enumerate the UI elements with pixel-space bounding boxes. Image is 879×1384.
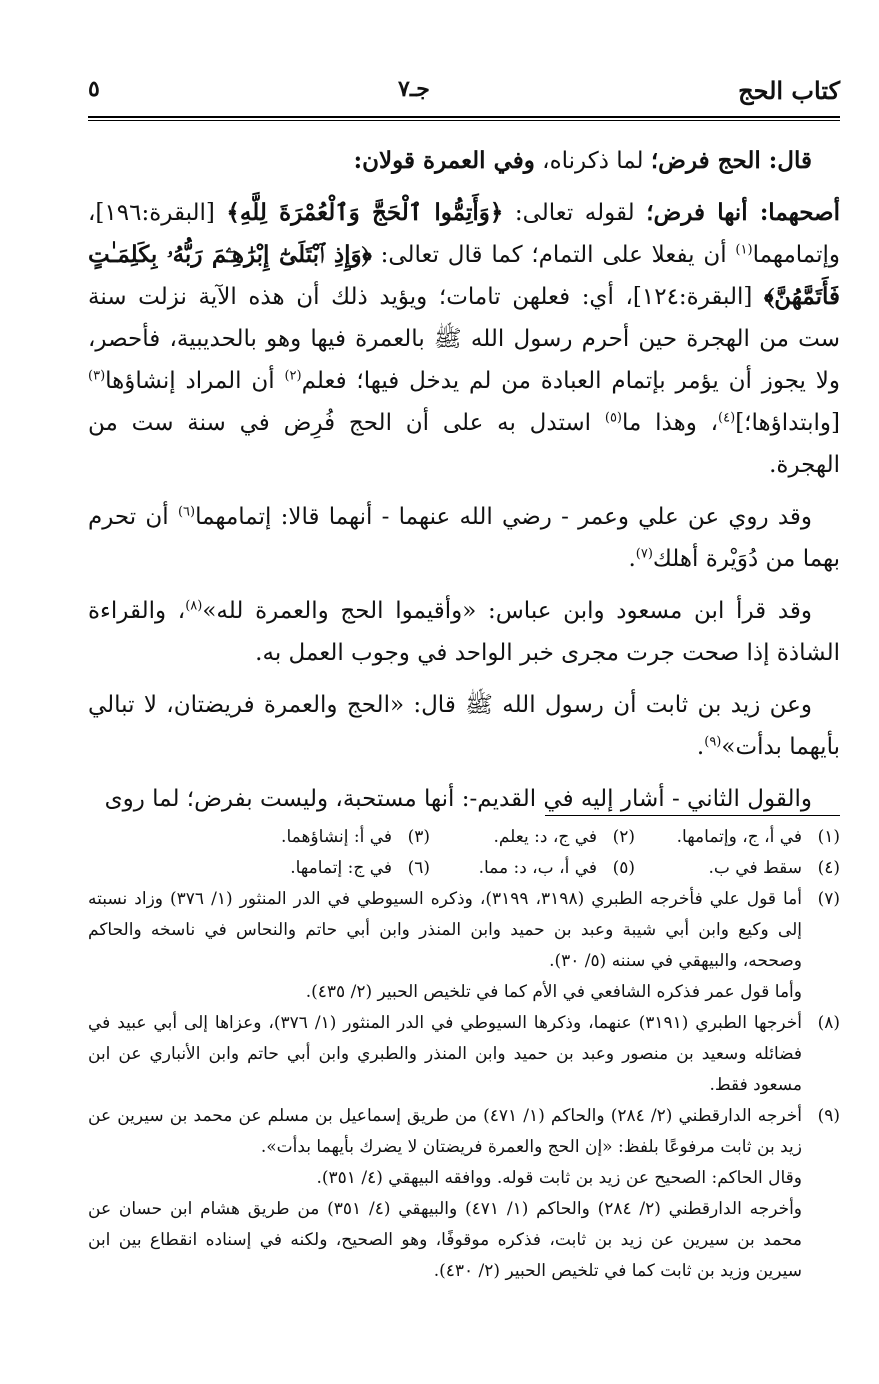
footnote-text: وقال الحاكم: الصحيح عن زيد بن ثابت قوله. ووافقه البيهقي (٤/ ٣٥١). xyxy=(316,1168,802,1188)
footnote-ref-8[interactable]: (٨) xyxy=(185,598,203,614)
footnote-number: (٢) xyxy=(612,827,635,847)
footnote-ref-4[interactable]: (٤) xyxy=(718,410,736,426)
chapter-title: كتاب الحج xyxy=(738,76,840,105)
footnote-text: في أ، ب، د: مما. xyxy=(478,858,597,878)
footnote-8 xyxy=(88,1008,840,1101)
paragraph-2 xyxy=(88,192,840,486)
header-rule-thin xyxy=(88,120,840,121)
p2-t5: أن المراد إنشاؤها xyxy=(105,368,285,394)
paragraph-6 xyxy=(88,778,840,820)
footnote-ref-5[interactable]: (٥) xyxy=(604,410,622,426)
footnotes xyxy=(88,822,840,1287)
footnote-separator xyxy=(545,815,840,816)
footnote-text: وأما قول عمر فذكره الشافعي في الأم كما في تلخيص الحبير (٢/ ٤٣٥). xyxy=(305,982,802,1002)
p2-t2: [البقرة:١٩٦]، وإتمامهما xyxy=(88,200,840,268)
footnote-number: (٥) xyxy=(612,858,635,878)
paragraph-1 xyxy=(88,140,840,182)
footnote-number: (٩) xyxy=(817,1106,840,1126)
footnote-ref-6[interactable]: (٦) xyxy=(177,504,196,520)
page-number: ٥ xyxy=(88,76,100,102)
footnote-5 xyxy=(430,853,635,884)
p5-t2: . xyxy=(696,734,705,760)
p2-t3: أن يفعلا على التمام؛ كما قال تعالى: xyxy=(371,242,736,268)
footnote-number: (٧) xyxy=(817,889,840,909)
footnote-9 xyxy=(88,1101,840,1287)
footnote-6 xyxy=(225,853,430,884)
p6-t1: والقول الثاني - أشار إليه في القديم-: أنها مستحبة، وليست بفرض؛ لما روى xyxy=(104,786,812,812)
footnote-number: (١) xyxy=(817,827,840,847)
p2-t4: [البقرة:١٢٤]، أي: فعلهن تامات؛ ويؤيد ذلك أن هذه الآية نزلت سنة ست من الهجرة حين أحرم رسول الله ﷺ بالعمرة فيها وهو بالحديبية، فأحصر، ولا يجوز أن يؤمر بإتمام العبادة من لم يدخل فيها؛ فعلم xyxy=(88,284,840,394)
footnote-text: أخرجه الدارقطني (٢/ ٢٨٤) والحاكم (١/ ٤٧١) من طريق إسماعيل بن مسلم عن محمد بن سيرين عن زيد بن ثابت مرفوعًا بلفظ: «إن الحج والعمرة فريضتان لا يضرك بأيهما بدأت». xyxy=(88,1106,802,1157)
paragraph-3 xyxy=(88,496,840,580)
p3-t2: أن تحرم بهما من دُوَيْرة أهلك xyxy=(88,504,840,572)
footnote-number: (٨) xyxy=(817,1013,840,1033)
p1-lead: قال: الحج فرض؛ xyxy=(650,147,812,174)
header-rule xyxy=(88,116,840,118)
p1-tail: وفي العمرة قولان: xyxy=(353,147,535,174)
footnote-3 xyxy=(225,822,430,853)
p2-lead: أصحهما: أنها فرض؛ xyxy=(646,199,840,226)
footnote-number: (٣) xyxy=(407,827,430,847)
p4-t1: وقد قرأ ابن مسعود وابن عباس: «وأقيموا الحج والعمرة لله» xyxy=(202,598,812,624)
p3-t3: . xyxy=(628,546,636,572)
running-header xyxy=(88,70,840,116)
footnote-ref-1[interactable]: (١) xyxy=(735,242,753,258)
footnote-7 xyxy=(88,884,840,1008)
paragraph-5 xyxy=(88,684,840,768)
footnote-text: في أ، ج، وإتمامها. xyxy=(676,827,802,847)
footnote-text: في أ: إنشاؤهما. xyxy=(281,827,392,847)
volume-number: جـ٧ xyxy=(398,76,430,102)
footnote-row-2 xyxy=(88,853,840,884)
footnote-text: وأخرجه الدارقطني (٢/ ٢٨٤) والحاكم (١/ ٤٧١) والبيهقي (٤/ ٣٥١) من طريق هشام ابن حسان عن محمد بن سيرين عن زيد بن ثابت، فذكره موقوفًا، وهو الصحيح، ولكنه في إسناده انقطاع بين ابن سيرين وزيد بن ثابت كما في تلخيص الحبير (٢/ ٤٣٠). xyxy=(88,1199,803,1281)
footnote-row-1 xyxy=(88,822,840,853)
p1-mid: لما ذكرناه، xyxy=(534,148,651,174)
footnote-ref-7[interactable]: (٧) xyxy=(635,546,653,562)
p4-t2: ، والقراءة الشاذة إذا صحت جرت مجرى خبر الواحد في وجوب العمل به. xyxy=(88,598,840,666)
p2-t6: [وابتداؤها؛] xyxy=(735,410,840,436)
footnote-text: أخرجها الطبري (٣١٩١) عنهما، وذكرها السيوطي في الدر المنثور (١/ ٣٧٦)، وعزاها إلى أبي عبيد في فضائله وسعيد بن منصور وعبد بن حميد وابن المنذر والطبري وابن أبي حاتم وابن الأنباري عن ابن مسعود فقط. xyxy=(88,1013,802,1095)
p2-t8: استدل به على أن الحج فُرِض في سنة ست من الهجرة. xyxy=(88,410,840,478)
footnote-ref-3[interactable]: (٣) xyxy=(88,368,106,384)
quran-verse-2: ﴿وَإِذِ ٱبْتَلَىٰٓ إِبْرَٰهِـۧمَ رَبُّهُۥ بِكَلِمَـٰتٍ فَأَتَمَّهُنَّ﴾ xyxy=(88,241,840,310)
main-text xyxy=(88,140,840,830)
p2-t1: لقوله تعالى: xyxy=(503,200,647,226)
footnote-text: سقط في ب. xyxy=(708,858,802,878)
footnote-number: (٦) xyxy=(407,858,430,878)
footnote-body xyxy=(88,1101,802,1287)
footnote-ref-2[interactable]: (٢) xyxy=(284,368,302,384)
footnote-text: في ج، د: يعلم. xyxy=(493,827,597,847)
p2-t7: ، وهذا ما xyxy=(622,410,719,436)
footnote-text: في ج: إتمامها. xyxy=(290,858,392,878)
footnote-text: أما قول علي فأخرجه الطبري (٣١٩٨، ٣١٩٩)، وذكره السيوطي في الدر المنثور (١/ ٣٧٦) وزاد نسبته إلى وكيع وابن أبي شيبة وعبد بن حميد وابن المنذر وابن أبي حاتم والنحاس في ناسخه والحاكم وصححه، والبيهقي في سننه (٥/ ٣٠). xyxy=(88,889,803,971)
quran-verse-1: ﴿وَأَتِمُّوا ٱلْحَجَّ وَٱلْعُمْرَةَ لِلَّهِ﴾ xyxy=(226,199,504,226)
footnote-4 xyxy=(635,853,840,884)
footnote-2 xyxy=(430,822,635,853)
footnote-1 xyxy=(635,822,840,853)
footnote-ref-9[interactable]: (٩) xyxy=(704,734,722,750)
footnote-number: (٤) xyxy=(817,858,840,878)
p5-t1: وعن زيد بن ثابت أن رسول الله ﷺ قال: «الحج والعمرة فريضتان، لا تبالي بأيهما بدأت» xyxy=(88,692,840,760)
footnote-body xyxy=(88,884,802,1008)
p3-t1: وقد روي عن علي وعمر - رضي الله عنهما - أنهما قالا: إتمامهما xyxy=(195,504,812,530)
paragraph-4 xyxy=(88,590,840,674)
